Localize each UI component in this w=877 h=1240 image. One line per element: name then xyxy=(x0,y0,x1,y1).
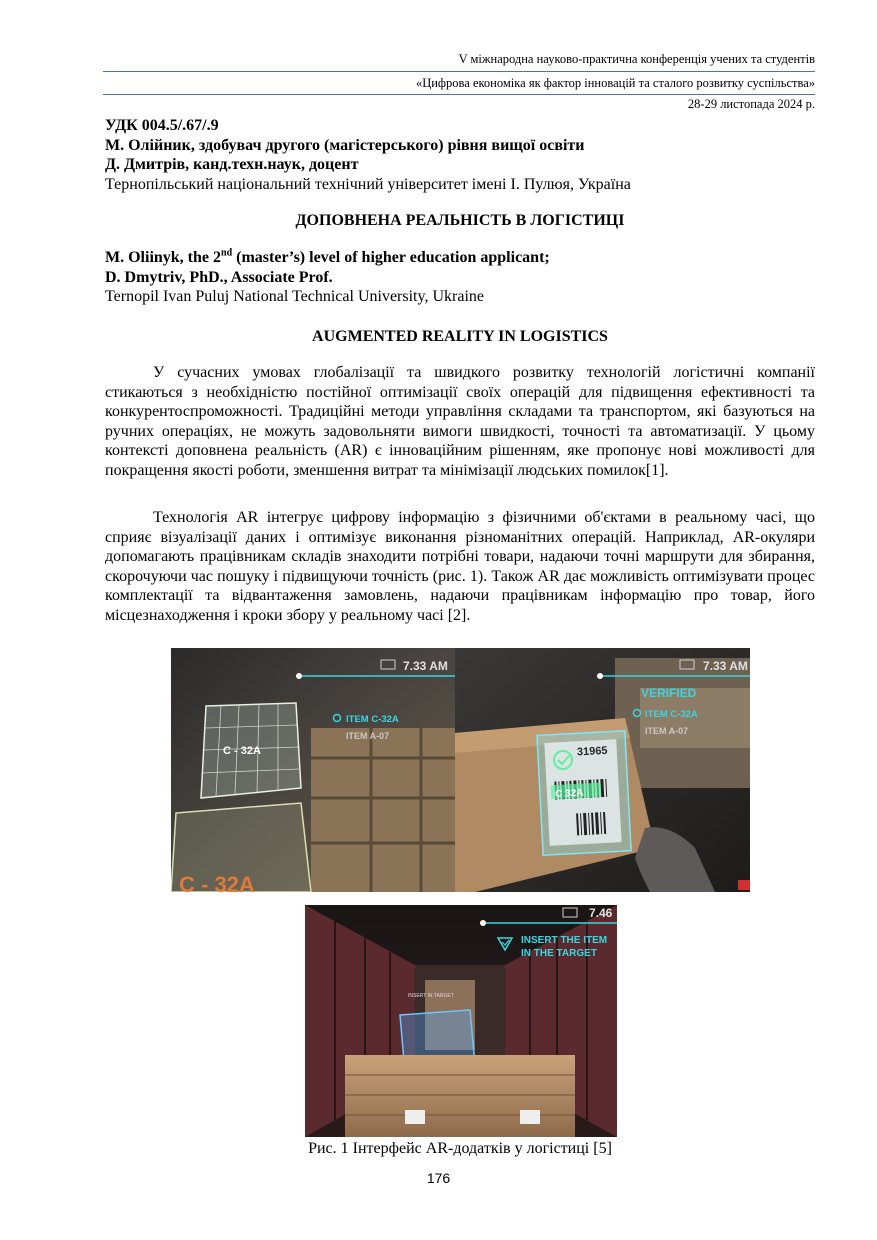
author-1-en-role: (master’s) level of higher education applicant; xyxy=(232,249,550,266)
ar-floor-label: C - 32A xyxy=(223,745,261,757)
header-rule xyxy=(103,71,815,72)
instruction-line-1: INSERT THE ITEM xyxy=(521,935,608,946)
affiliation-en: Ternopil Ivan Puluj National Technical University, Ukraine xyxy=(105,288,484,305)
ar-figure-scan-verify xyxy=(455,648,750,892)
conference-theme: «Цифрова економіка як фактор інновацій та сталого розвитку суспільства» xyxy=(415,76,815,90)
verified-label: VERIFIED xyxy=(641,686,697,700)
english-author-block xyxy=(105,248,815,307)
ar-time: 7.46 xyxy=(589,906,613,920)
ar-item-label: ITEM C-32A xyxy=(645,709,698,720)
conference-title: V міжнародна науково-практична конференція учених та студентів xyxy=(458,52,815,66)
box-number: 31965 xyxy=(576,744,608,759)
author-1-en xyxy=(105,248,815,268)
author-2-ua: Д. Дмитрів, канд.техн.наук, доцент xyxy=(105,156,359,173)
instruction-line-2: IN THE TARGET xyxy=(521,948,597,959)
ar-sub-item-label: ITEM A-07 xyxy=(346,731,390,741)
header-rule xyxy=(103,94,815,95)
conference-date: 28-29 листопада 2024 р. xyxy=(687,97,815,111)
ar-figure-warehouse-floor xyxy=(171,648,455,892)
paper-title-ua: ДОПОВНЕНА РЕАЛЬНІСТЬ В ЛОГІСТИЦІ xyxy=(295,212,625,229)
udc-code: УДК 004.5/.67/.9 xyxy=(105,117,219,134)
ordinal-suffix: nd xyxy=(221,247,233,259)
page-number: 176 xyxy=(426,1170,451,1186)
ar-sub-item-label: ITEM A-07 xyxy=(645,726,689,736)
author-2-en: D. Dmytriv, PhD., Associate Prof. xyxy=(105,268,333,286)
author-1-ua: М. Олійник, здобувач другого (магістерського) рівня вищої освіти xyxy=(105,136,585,154)
ukrainian-author-block xyxy=(105,116,815,194)
ar-item-label: ITEM C-32A xyxy=(346,714,399,725)
ar-time: 7.33 AM xyxy=(703,659,748,673)
ar-time: 7.33 AM xyxy=(403,659,448,673)
body-paragraph-1: У сучасних умовах глобалізації та швидкого розвитку технологій логістичні компанії стикаються з необхідністю постійної оптимізації своїх операцій для підвищення ефективності та конкурентоспроможності. Традиційні методи управління складами та транспортом, які базуються на ручних операціях, не можуть задовольняти вимоги швидкості, точності та автоматизації. У цьому контексті доповнена реальність (AR) є інноваційним рішенням, яке пропонує нові можливості для покращення якості роботи, зменшення витрат та мінімізації людських помилок[1]. xyxy=(105,364,815,479)
author-1-en-name: M. Oliinyk, the 2 xyxy=(105,249,222,266)
figure-caption: Рис. 1 Інтерфейс AR-додатків у логістиці [5] xyxy=(308,1140,612,1157)
ar-bottom-label: C - 32A xyxy=(179,872,255,892)
box-code-label: C 32A xyxy=(554,787,584,801)
ar-figure-truck-loading xyxy=(305,905,617,1137)
affiliation-ua: Тернопільський національний технічний університет імені І. Пулюя, Україна xyxy=(105,175,631,193)
body-paragraph-2: Технологія AR інтегрує цифрову інформацію з фізичними об'єктами в реальному часі, що сприяє візуалізації даних і оптимізує виконання різноманітних операцій. Наприклад, AR-окуляри допомагають працівникам складів знаходити потрібні товари, надаючи точні маршрути для збирання, скорочуючи час пошуку і підвищуючи точність (рис. 1). Також AR дає можливість оптимізувати процес комплектації та відвантаження замовлень, надаючи працівникам інформацію про товар, його місцезнаходження і кроки збору у реальному часі [2]. xyxy=(105,509,815,624)
paper-title-en: AUGMENTED REALITY IN LOGISTICS xyxy=(312,328,608,345)
inner-target-label: INSERT IN TARGET xyxy=(408,993,454,999)
